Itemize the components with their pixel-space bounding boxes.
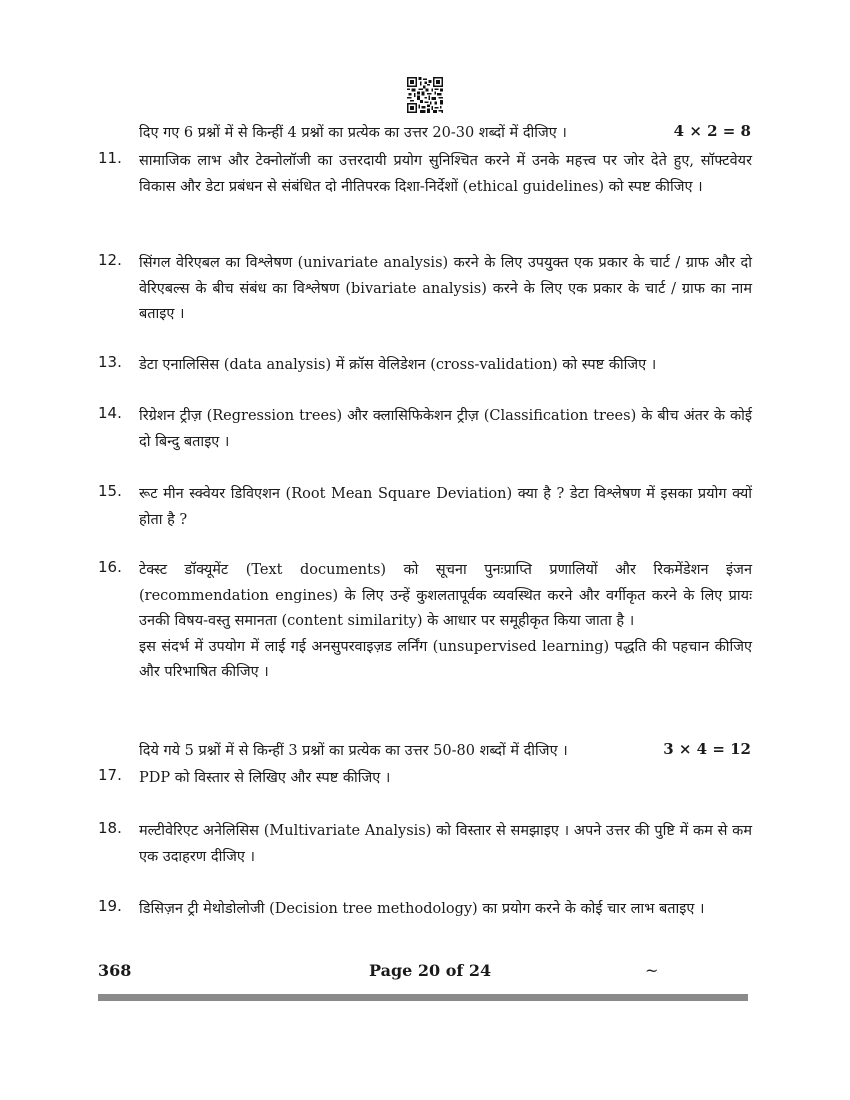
question-number: 13. — [98, 353, 122, 371]
paper-code: 368 — [98, 961, 132, 980]
question-text: टेक्स्ट डॉक्यूमेंट (Text documents) को सूचना पुनःप्राप्ति प्रणालियों और रिकमेंडेशन इंजन (recommendation engines) के लिए उन्हें कुशलतापूर्वक व्यवस्थित करने और वर्गीकृत करने के लिए प्रायः उनकी विषय-वस्तु समानता (content similarity) के आधार पर समूहीकृत किया जाता है । — [139, 562, 752, 629]
question-number: 16. — [98, 558, 122, 576]
question-number: 18. — [98, 819, 122, 837]
question-text-part-2: इस संदर्भ में उपयोग में लाई गई अनसुपरवाइज़ड लर्निंग (unsupervised learning) पद्धति की पहचान कीजिए और परिभाषित कीजिए । — [139, 638, 752, 680]
question-text: PDP को विस्तार से लिखिए और स्पष्ट कीजिए । — [139, 770, 391, 786]
question-number: 15. — [98, 482, 122, 500]
question-number: 14. — [98, 404, 122, 422]
section-b-instruction — [139, 740, 751, 760]
section-b-marks: 3 × 4 = 12 — [663, 740, 751, 758]
section-a-marks: 4 × 2 = 8 — [673, 122, 751, 140]
question-text: सामाजिक लाभ और टेक्नोलॉजी का उत्तरदायी प्रयोग सुनिश्चित करने में उनके महत्त्व पर जोर देते हुए, सॉफ्टवेयर विकास और डेटा प्रबंधन से संबंधित दो नीतिपरक दिशा-निर्देशों (ethical guidelines) को स्पष्ट कीजिए । — [139, 153, 752, 195]
qr-code — [407, 77, 443, 113]
question-text: मल्टीवेरिएट अनेलिसिस (Multivariate Analysis) को विस्तार से समझाइए । अपने उत्तर की पुष्टि में कम से कम एक उदाहरण दीजिए । — [139, 823, 752, 865]
question-number: 17. — [98, 766, 122, 784]
question-text: डिसिज़न ट्री मेथोडोलोजी (Decision tree methodology) का प्रयोग करने के कोई चार लाभ बताइए । — [139, 901, 705, 917]
question-text: सिंगल वेरिएबल का विश्लेषण (univariate analysis) करने के लिए उपयुक्त एक प्रकार के चार्ट / ग्राफ और दो वेरिएबल्स के बीच संबंध का विश्लेषण (bivariate analysis) करने के लिए एक प्रकार के चार्ट / ग्राफ का नाम बताइए । — [139, 255, 752, 322]
question-text: रूट मीन स्क्वेयर डिविएशन (Root Mean Square Deviation) क्या है ? डेटा विश्लेषण में इसका प्रयोग क्यों होता है ? — [139, 486, 752, 528]
question-text: डेटा एनालिसिस (data analysis) में क्रॉस वेलिडेशन (cross-validation) को स्पष्ट कीजिए । — [139, 357, 657, 373]
footer-rule — [98, 994, 748, 1001]
question-number: 11. — [98, 149, 122, 167]
section-b-instruction-text: दिये गये 5 प्रश्नों में से किन्हीं 3 प्रश्नों का प्रत्येक का उत्तर 50-80 शब्दों में दीजिए । — [139, 743, 568, 759]
section-a-instruction — [139, 122, 751, 142]
question-text: रिग्रेशन ट्रीज़ (Regression trees) और क्लासिफिकेशन ट्रीज़ (Classification trees) के बीच अंतर के कोई दो बिन्दु बताइए । — [139, 408, 752, 450]
footer-mark: ~ — [645, 961, 659, 980]
page-number: Page 20 of 24 — [369, 961, 492, 980]
question-number: 12. — [98, 251, 122, 269]
section-a-instruction-text: दिए गए 6 प्रश्नों में से किन्हीं 4 प्रश्नों का प्रत्येक का उत्तर 20-30 शब्दों में दीजिए । — [139, 125, 567, 141]
question-number: 19. — [98, 897, 122, 915]
